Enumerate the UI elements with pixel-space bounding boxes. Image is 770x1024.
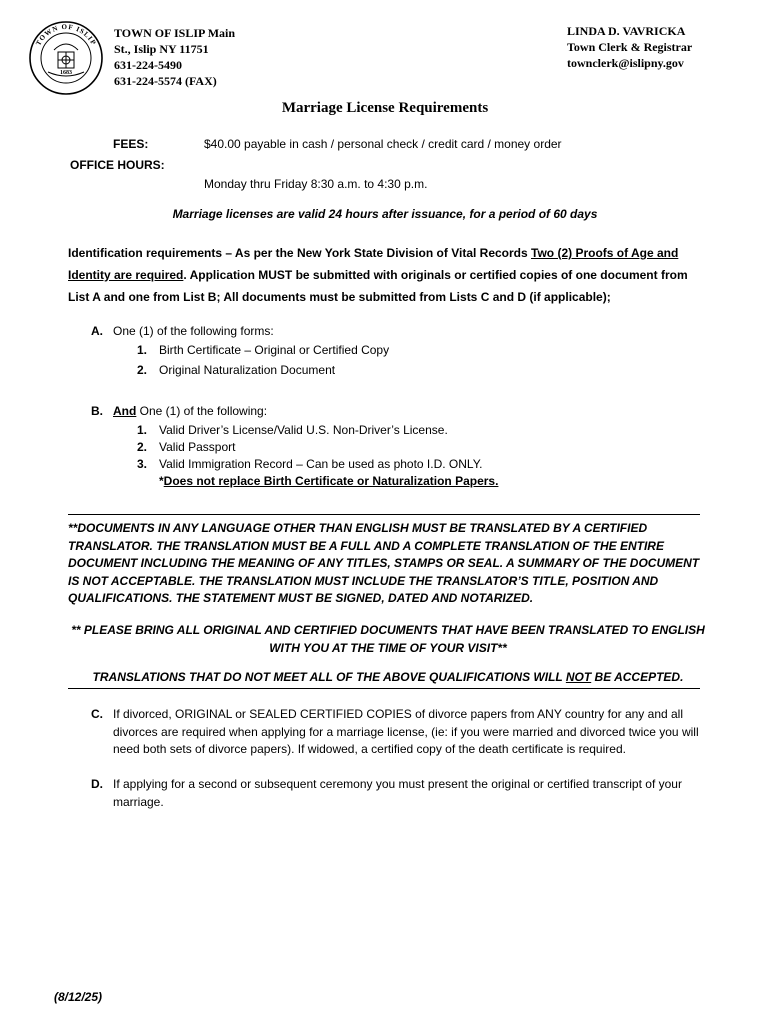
list-b-heading [91,401,267,421]
list-b-note: *Does not replace Birth Certificate or Naturalization Papers. [159,474,499,488]
id-requirements-underlined: Two (2) Proofs of Age and Identity are required [68,246,679,282]
clerk-title: Town Clerk & Registrar [567,40,693,54]
list-item: 1. Birth Certificate – Original or Certified Copy [137,343,390,357]
list-item: 2. Original Naturalization Document [137,363,336,377]
phone-line: 631-224-5490 [114,58,182,72]
translation-notice: **DOCUMENTS IN ANY LANGUAGE OTHER THAN ENGLISH MUST BE TRANSLATED BY A CERTIFIED TRANSLATOR. THE TRANSLATION MUST BE A FULL AND A COMPLETE TRANSLATION OF THE ENTIRE DOCUMENT INCLUDING THE MEANING OF ANY TITLES, STAMPS OR SEAL. A SUMMARY OF THE DOCUMENT IS NOT ACCEPTABLE. THE TRANSLATION MUST INCLUDE THE TRANSLATOR’S TITLE, POSITION AND QUALIFICATIONS. THE STATEMENT MUST BE SIGNED, DATED AND NOTARIZED. [68,521,700,606]
validity-note: Marriage licenses are valid 24 hours after issuance, for a period of 60 days [172,207,598,221]
fees-value: $40.00 payable in cash / personal check / credit card / money order [204,137,562,151]
town-seal-logo [28,20,104,96]
list-a-letter: A. [91,324,103,338]
id-requirements-lead: Identification requirements – As per the New York State Division of Vital Records [68,246,532,260]
address-line: St., Islip NY 11751 [114,42,209,56]
clerk-email: townclerk@islipny.gov [567,56,684,70]
revision-date: (8/12/25) [54,990,103,1004]
office-hours-value: Monday thru Friday 8:30 a.m. to 4:30 p.m. [204,177,428,191]
page-title: Marriage License Requirements [281,100,489,116]
list-item: 3. Valid Immigration Record – Can be used as photo I.D. ONLY. [137,457,483,471]
id-requirements-rest: . Application MUST be submitted with originals or certified copies of one document from List A and one from List B; All documents must be submitted from Lists C and D (if applicable); [68,268,688,304]
svg-text:TOWN OF ISLIP [34,23,98,47]
item-d-letter: D. [91,777,103,791]
list-a-intro: One (1) of the following forms: [113,324,274,338]
address-line: TOWN OF ISLIP Main [114,26,236,40]
rejection-notice: TRANSLATIONS THAT DO NOT MEET ALL OF THE ABOVE QUALIFICATIONS WILL NOT BE ACCEPTED. [92,670,684,684]
list-b-intro: One (1) of the following: [136,404,268,418]
list-b-items [137,422,498,490]
bring-documents-notice: ** PLEASE BRING ALL ORIGINAL AND CERTIFIED DOCUMENTS THAT HAVE BEEN TRANSLATED TO ENGLISH WITH YOU AT THE TIME OF YOUR VISIT** [71,623,705,655]
town-address-block [114,25,235,89]
list-a-items [137,342,389,379]
clerk-name: LINDA D. VAVRICKA [567,24,686,38]
fees-label: FEES: [113,137,149,151]
list-b-and: And [113,404,137,418]
fax-line: 631-224-5574 (FAX) [114,74,217,88]
list-item: 2. Valid Passport [137,440,236,454]
divider-bottom [68,688,700,689]
office-hours-label: OFFICE HOURS: [70,158,165,172]
clerk-contact-block [567,23,692,71]
id-requirements-paragraph [68,242,708,308]
seal-text: TOWN OF ISLIP [34,22,98,47]
list-item: 1. Valid Driver’s License/Valid U.S. Non-Driver’s License. [137,423,448,437]
list-a-heading [91,321,274,341]
seal-year: 1683 [60,70,72,76]
list-b-letter: B. [91,404,103,418]
item-d-text: If applying for a second or subsequent ceremony you must present the original or certified transcript of your marriage. [113,777,682,809]
item-c-letter: C. [91,707,103,721]
item-c-text: If divorced, ORIGINAL or SEALED CERTIFIED COPIES of divorce papers from ANY country for any and all divorces are required when applying for a marriage license, (ie: if you were married and divorced twice you will need both sets of divorce papers). If widowed, a certified copy of the death certificate is required. [113,707,699,756]
divider-top [68,514,700,515]
